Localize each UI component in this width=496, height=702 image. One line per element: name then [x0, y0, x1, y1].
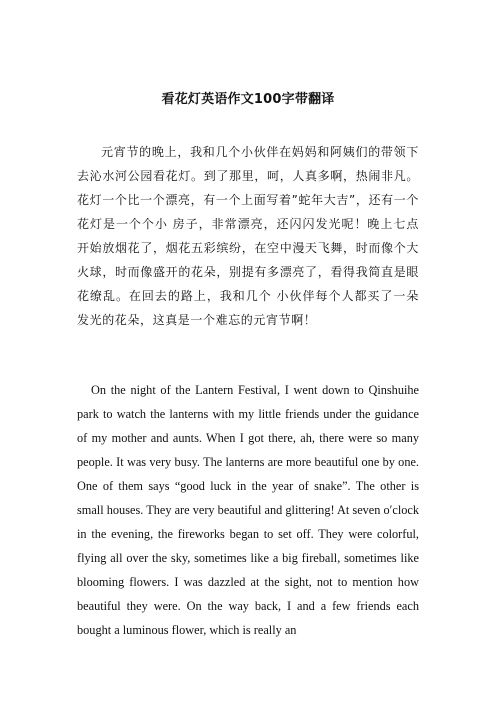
- chinese-paragraph: 元宵节的晚上，我和几个小伙伴在妈妈和阿姨们的带领下去沁水河公园看花灯。到了那里，呵，人真多啊，热闹非凡。花灯一个比一个漂亮，有一个上面写着”蛇年大吉”，还有一个花灯是一个个小 房子，非常漂亮，还闪闪发光呢！晚上七点开始放烟花了，烟花五彩缤纷，在空中漫天飞舞，时而像个大火球，时而像盛开的花朵，别提有多漂亮了，看得我简直是眼花缭乱。在回去的路上，我和几个 小伙伴每个人都买了一朵发光的花朵，这真是一个难忘的元宵节啊！: [77, 145, 419, 327]
- english-paragraph: On the night of the Lantern Festival, I went down to Qinshuihe park to watch the lanterns with my little friends under the guidance of my mother and aunts. When I got there, ah, there were so many people. It was very busy. The lanterns are more beautiful one by one. One of them says “good luck in the year of snake”. The other is small houses. They are very beautiful and glittering! At seven o′clock in the evening, the fireworks began to set off. They were colorful, flying all over the sky, sometimes like a big fireball, sometimes like blooming flowers. I was dazzled at the sight, not to mention how beautiful they were. On the way back, I and a few friends each bought a luminous flower, which is really an: [77, 383, 419, 637]
- document-title: 看花灯英语作文100字带翻译: [161, 92, 335, 107]
